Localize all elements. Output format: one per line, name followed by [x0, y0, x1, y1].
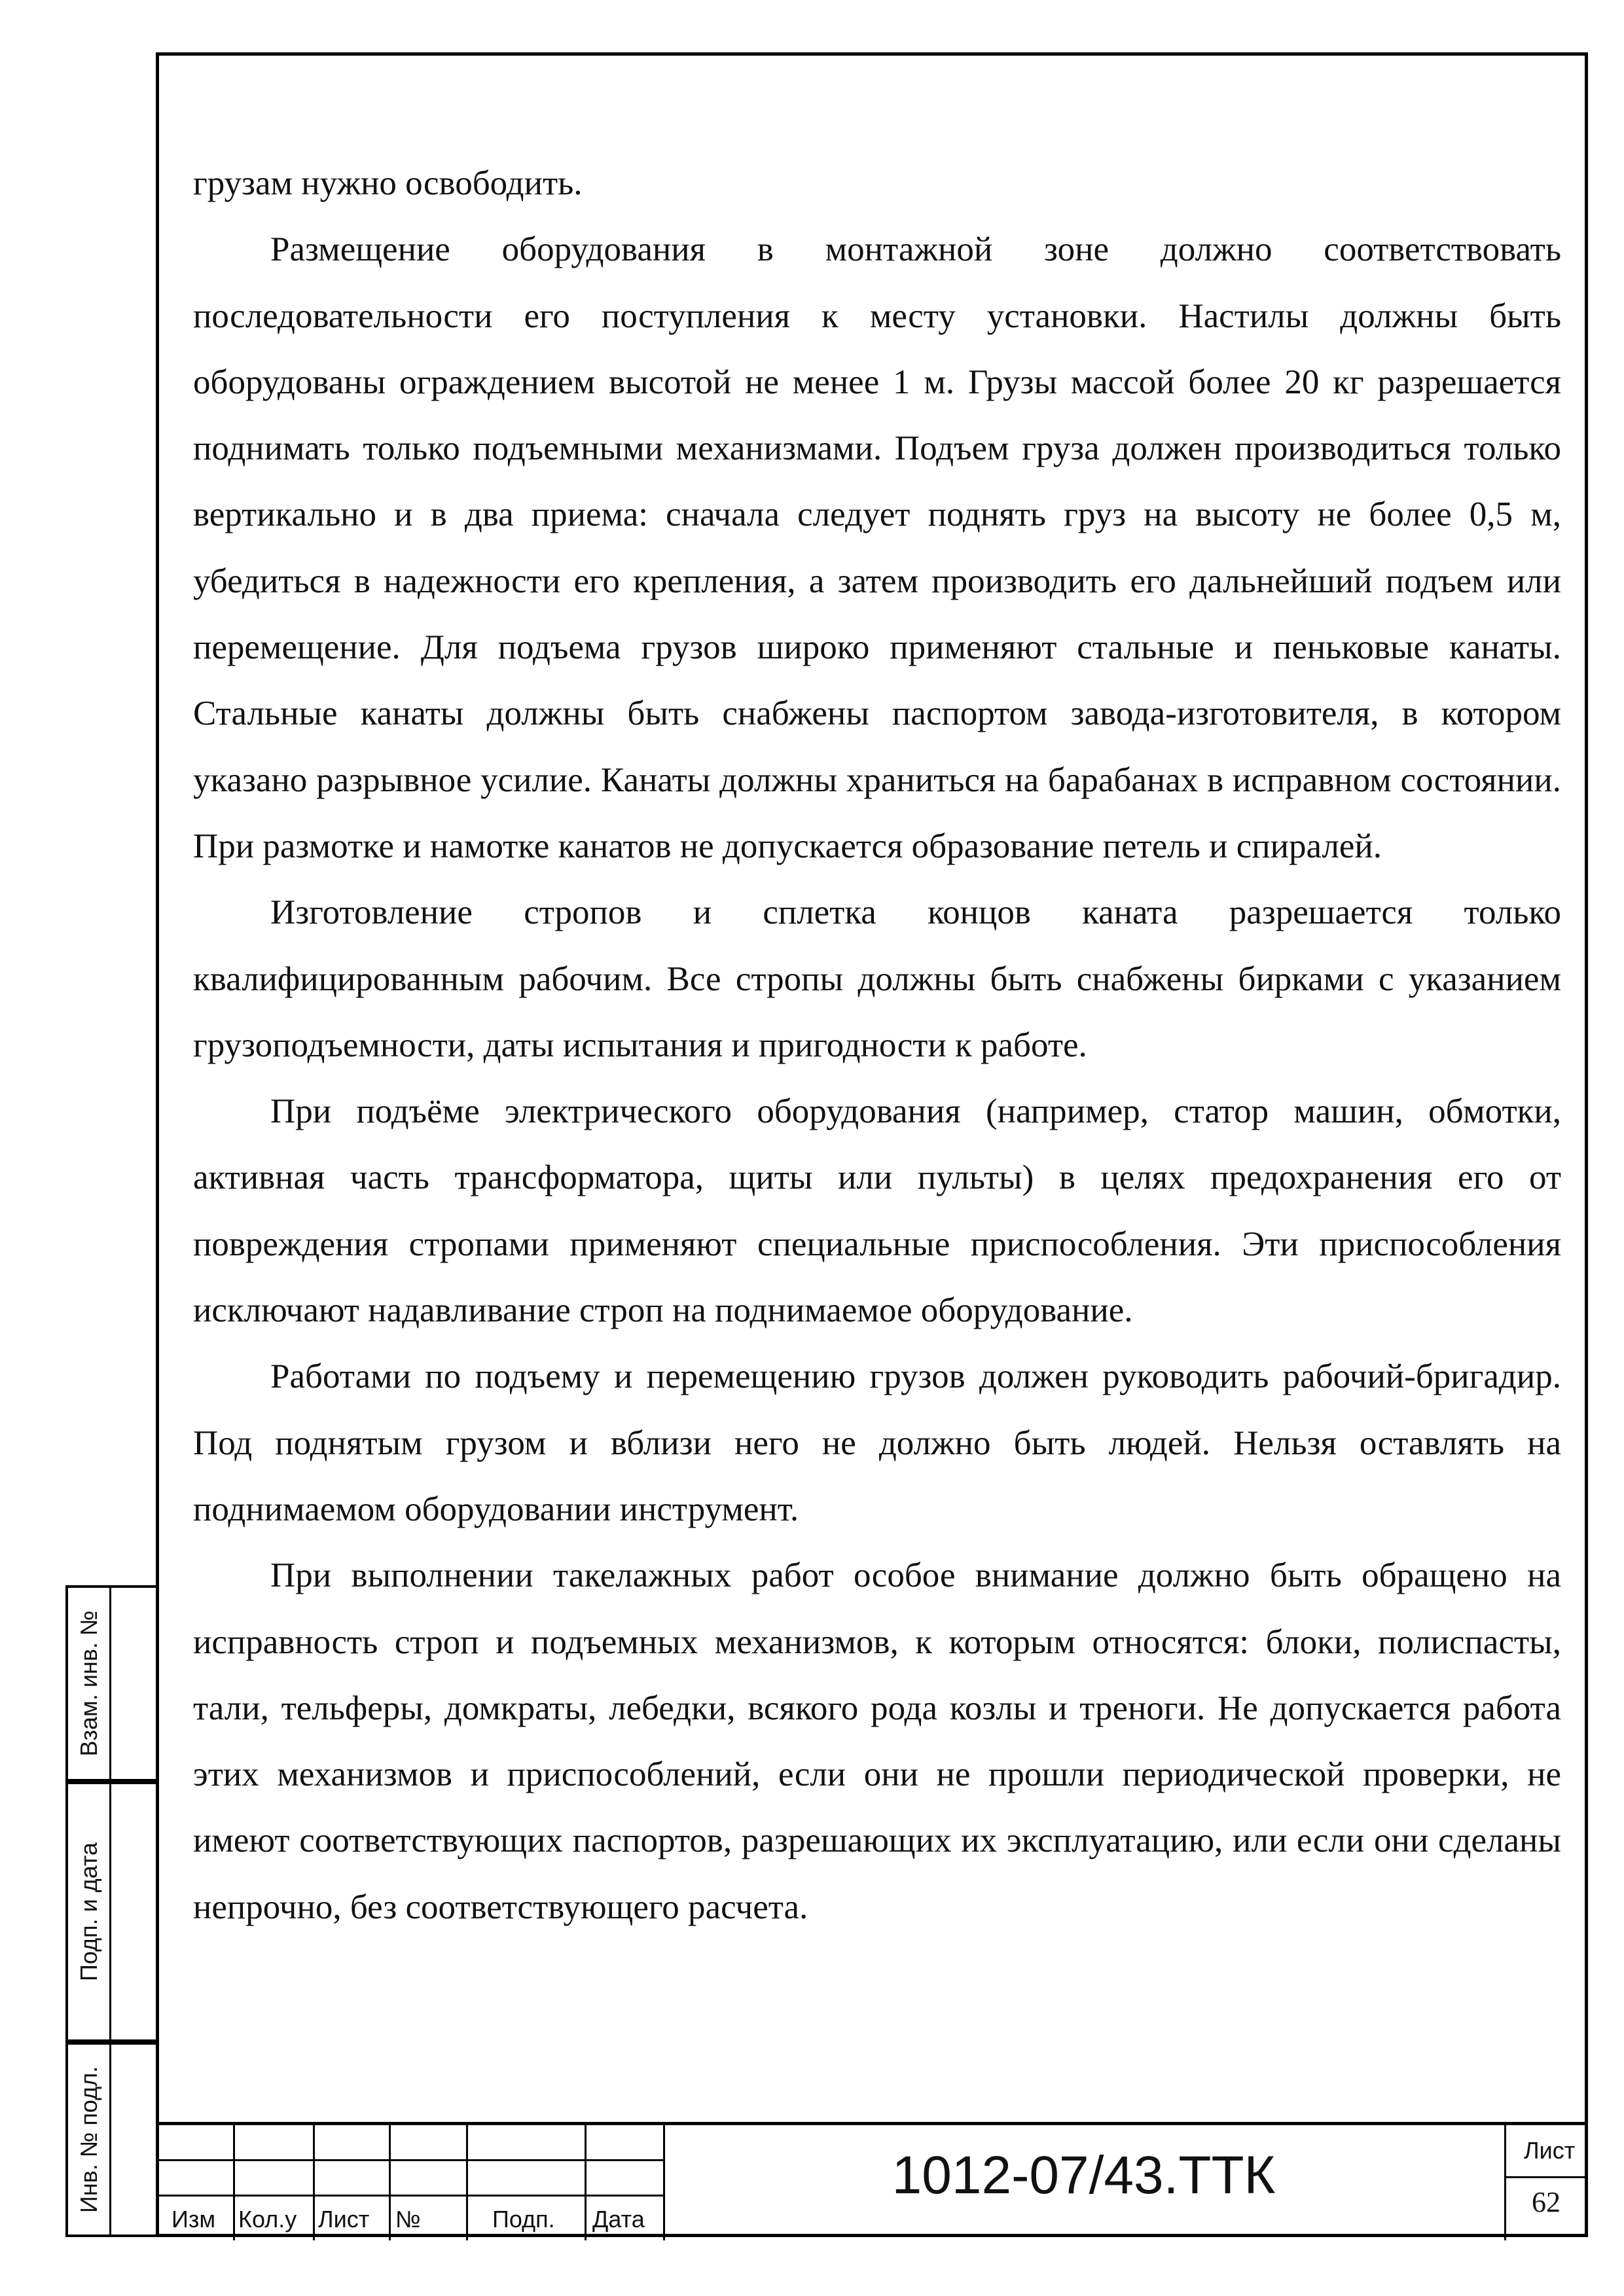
title-block-header: Изм	[171, 2206, 216, 2233]
title-block-header: Подп.	[492, 2206, 555, 2233]
side-stamp-label: Взам. инв. №	[75, 1610, 102, 1757]
side-stamp-label: Инв. № подл.	[75, 2066, 102, 2214]
side-stamp-orig-inv	[65, 2042, 156, 2237]
document-code: 1012-07/43.ТТК	[892, 2145, 1276, 2205]
paragraph: При подъёме электрического оборудования (например, статор машин, обмотки, активная часть трансформатора, щиты или пульты) в целях предохранения его от повреждения стропами применяют специальные приспособления. Эти приспособления исключают надавливание строп на поднимаемое оборудование.	[193, 1092, 1561, 1330]
side-stamp-sign-date	[65, 1782, 156, 2042]
side-stamp-label: Подп. и дата	[75, 1842, 102, 1982]
paragraph-continuation: грузам нужно освободить.	[193, 164, 583, 202]
title-block	[156, 2122, 1588, 2237]
paragraph: Размещение оборудования в монтажной зоне должно соответствовать последовательности его поступления к месту установки. Настилы должны быть оборудованы ограждением высотой не менее 1 м. Грузы массой более 20 кг разрешается поднимать только подъемными механизмами. Подъем груза должен производиться только вертикально и в два приема: сначала следует поднять груз на высоту не более 0,5 м, убедиться в надежности его крепления, а затем производить его дальнейший подъем или перемещение. Для подъема грузов широко применяют стальные и пеньковые канаты. Стальные канаты должны быть снабжены паспортом завода-изготовителя, в котором указано разрывное усилие. Канаты должны храниться на барабанах в исправном состоянии. При размотке и намотке канатов не допускается образование петель и спиралей.	[193, 230, 1561, 865]
sheet-number: 62	[1532, 2186, 1561, 2218]
body-text	[193, 151, 1561, 1941]
title-block-header: Дата	[592, 2206, 645, 2233]
paragraph: Работами по подъему и перемещению грузов должен руководить рабочий-бригадир. Под поднятым грузом и вблизи него не должно быть людей. Нельзя оставлять на поднимаемом оборудовании инструмент.	[193, 1357, 1561, 1528]
paragraph: Изготовление стропов и сплетка концов каната разрешается только квалифицированным рабочим. Все стропы должны быть снабжены бирками с указанием грузоподъемности, даты испытания и пригодности к работе.	[193, 893, 1561, 1064]
side-stamp-swap-inv	[65, 1585, 156, 1782]
title-block-header: №	[395, 2206, 421, 2233]
title-block-header: Лист	[318, 2206, 370, 2233]
title-block-header: Кол.у	[238, 2206, 297, 2233]
paragraph: При выполнении такелажных работ особое внимание должно быть обращено на исправность строп и подъемных механизмов, к которым относятся: блоки, полиспасты, тали, тельферы, домкраты, лебедки, всякого рода козлы и треноги. Не допускается работа этих механизмов и приспособлений, если они не прошли периодической проверки, не имеют соответствующих паспортов, разрешающих их эксплуатацию, или если они сделаны непрочно, без соответствующего расчета.	[193, 1556, 1561, 1926]
sheet-label: Лист	[1524, 2137, 1576, 2164]
